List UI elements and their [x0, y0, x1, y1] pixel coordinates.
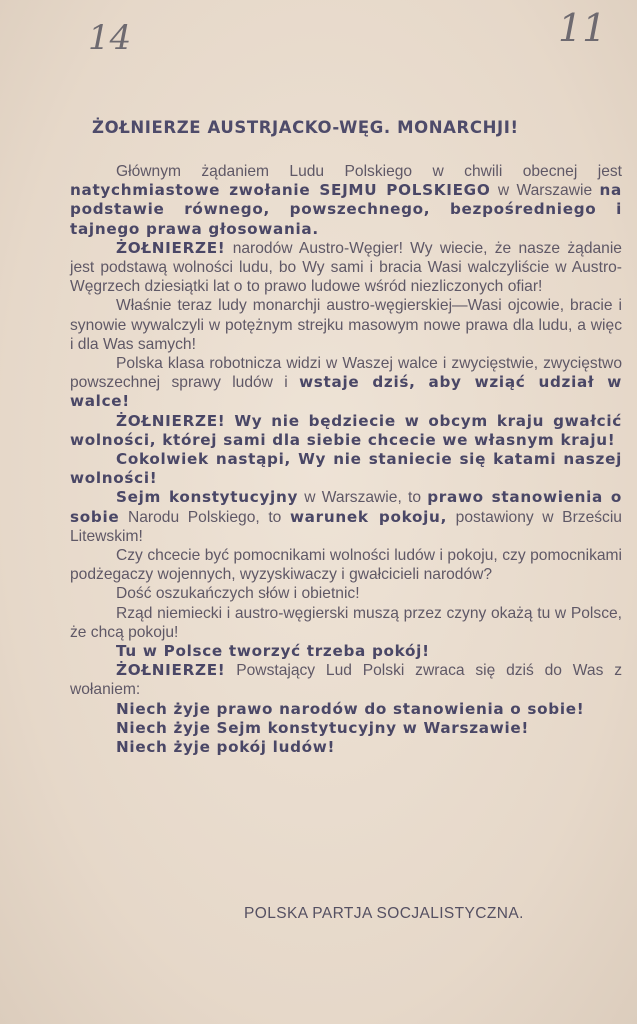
paragraph: [70, 584, 622, 603]
paragraph: [70, 604, 622, 642]
bold-text-segment: Sejm konstytucyjny: [116, 488, 299, 507]
text-segment: postawiony w Brześciu Litewskim!: [70, 508, 622, 545]
bold-text-segment: Tu w Polsce tworzyć trzeba pokój!: [116, 642, 430, 661]
text-segment: narodów Austro-Węgier! Wy wiecie, że nasze żądanie jest podstawą wolności ludu, bo Wy sami i bracia Wasi walczyliście w Austro-Węgrzech dziesiątki lat o to prawo ludowe wśród niezliczonych ofiar!: [70, 239, 622, 296]
bold-text-segment: Cokolwiek nastąpi, Wy nie staniecie się katami naszej wolności!: [70, 450, 622, 488]
paragraph: [70, 354, 622, 412]
text-segment: Właśnie teraz ludy monarchji austro-węgierskiej—Wasi ojcowie, bracie i synowie wywalczyli w potężnym strejku masowym nowe prawa dla ludu, a więc i dla Was samych!: [70, 297, 622, 353]
bold-text-segment: ŻOŁNIERZE!: [116, 238, 226, 257]
bold-text-segment: warunek pokoju,: [289, 507, 448, 526]
paragraph: [70, 642, 622, 661]
leaflet-body: [70, 162, 622, 757]
bold-text-segment: wstaje dziś, aby wziąć udział w walce!: [70, 373, 622, 411]
paragraph: [70, 296, 622, 354]
paragraph: [70, 738, 622, 757]
bold-text-segment: Niech żyje prawo narodów do stanowienia o sobie!: [116, 699, 585, 718]
text-segment: Polska klasa robotnicza widzi w Waszej walce i zwycięstwie, zwycięstwo powszechnej sprawy ludów i: [70, 355, 622, 392]
paragraph: [70, 546, 622, 584]
text-segment: Powstający Lud Polski zwraca się dziś do Was z wołaniem:: [70, 662, 622, 699]
text-segment: Głównym żądaniem Ludu Polskiego w chwili obecnej jest: [116, 163, 622, 180]
paragraph: [70, 412, 622, 450]
text-segment: Dość oszukańczych słów i obietnic!: [116, 585, 360, 603]
paragraph: [70, 661, 622, 699]
text-segment: w Warszawie: [490, 182, 600, 200]
bold-text-segment: Niech żyje pokój ludów!: [116, 738, 336, 757]
text-segment: Czy chcecie być pomocnikami wolności ludów i pokoju, czy pomocnikami podżegaczy wojennych, wyzyskiwaczy i gwałcicieli narodów?: [70, 547, 622, 584]
text-segment: w Warszawie, to: [298, 489, 428, 507]
paragraph: [70, 700, 622, 719]
paragraph: [70, 239, 622, 297]
bold-text-segment: ŻOŁNIERZE!: [116, 661, 226, 680]
text-segment: Rząd niemiecki i austro-węgierski muszą przez czyny okażą tu w Polsce, że chcą pokoju!: [70, 604, 622, 641]
bold-text-segment: natychmiastowe zwołanie SEJMU POLSKIEGO: [70, 181, 491, 200]
handwritten-page-number-left: 14: [88, 18, 132, 58]
paragraph: [70, 450, 622, 488]
handwritten-page-number-right: 11: [558, 6, 607, 50]
paragraph: [70, 719, 622, 738]
bold-text-segment: prawo stanowienia o sobie: [70, 488, 622, 526]
paragraph: [70, 488, 622, 546]
bold-text-segment: ŻOŁNIERZE! Wy nie będziecie w obcym kraju gwałcić wolności, której sami dla siebie chcecie we własnym kraju!: [70, 411, 622, 449]
bold-text-segment: na podstawie równego, powszechnego, bezpośredniego i tajnego prawa głosowania.: [70, 181, 622, 238]
paragraph: [70, 162, 622, 239]
signature: POLSKA PARTJA SOCJALISTYCZNA.: [244, 905, 524, 922]
leaflet-title: ŻOŁNIERZE AUSTRJACKO-WĘG. MONARCHJI!: [92, 118, 519, 137]
text-segment: Narodu Polskiego, to: [119, 508, 290, 526]
bold-text-segment: Niech żyje Sejm konstytucyjny w Warszawie!: [116, 718, 529, 737]
